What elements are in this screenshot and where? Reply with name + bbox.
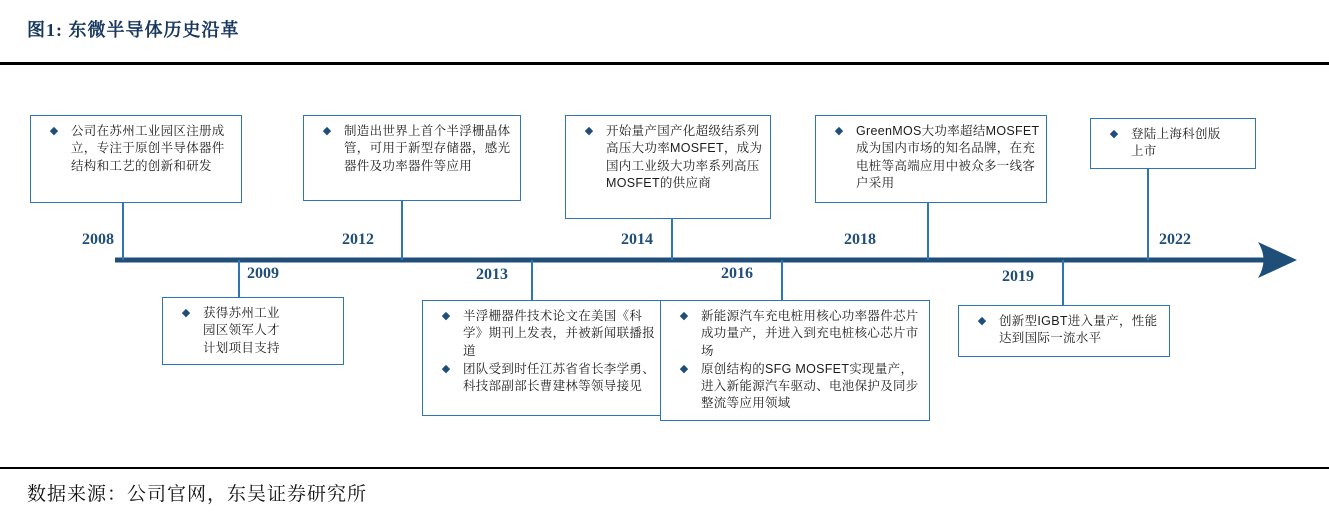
diamond-bullet-icon: ◆ bbox=[181, 307, 191, 319]
event-text-2016-2: 原创结构的SFG MOSFET实现量产，进入新能源汽车驱动、电池保护及同步整流等应用领域 bbox=[701, 361, 919, 411]
event-item bbox=[1097, 126, 1249, 161]
connector-2018 bbox=[927, 203, 929, 260]
event-box-2013 bbox=[422, 300, 668, 416]
event-text-2008: 公司在苏州工业园区注册成立，专注于原创半导体器件结构和工艺的创新和研发 bbox=[71, 124, 225, 173]
year-label-2012: 2012 bbox=[342, 231, 374, 248]
diamond-bullet-icon: ◆ bbox=[441, 362, 451, 375]
year-label-2013: 2013 bbox=[476, 266, 508, 283]
diamond-bullet-icon: ◆ bbox=[1109, 128, 1119, 140]
event-item bbox=[429, 308, 661, 360]
connector-2012 bbox=[401, 201, 403, 260]
title-divider bbox=[0, 62, 1329, 65]
source-divider bbox=[0, 467, 1329, 469]
event-box-2012 bbox=[303, 115, 521, 201]
event-item bbox=[310, 123, 514, 175]
event-text-2013-2: 团队受到时任江苏省省长李学勇、科技部副部长曹建林等领导接见 bbox=[463, 361, 656, 393]
connector-2008 bbox=[122, 203, 124, 260]
diamond-bullet-icon: ◆ bbox=[977, 315, 987, 327]
event-text-2013-1: 半浮栅器件技术论文在美国《科学》期刊上发表，并被新闻联播报道 bbox=[463, 309, 656, 358]
event-item bbox=[667, 361, 923, 413]
event-text-2022: 登陆上海科创版上市 bbox=[1131, 127, 1221, 159]
event-text-2009: 获得苏州工业园区领军人才计划项目支持 bbox=[203, 306, 280, 355]
event-text-2012: 制造出世界上首个半浮栅晶体管，可用于新型存储器，感光器件及功率器件等应用 bbox=[344, 124, 511, 173]
year-label-2019: 2019 bbox=[1002, 268, 1034, 285]
year-label-2008: 2008 bbox=[82, 231, 114, 248]
year-label-2022: 2022 bbox=[1159, 231, 1191, 248]
event-text-2018: GreenMOS大功率超结MOSFET成为国内市场的知名品牌，在充电桩等高端应用中被众多一线客户采用 bbox=[856, 124, 1040, 190]
connector-2016 bbox=[781, 260, 783, 300]
event-text-2019: 创新型IGBT进入量产，性能达到国际一流水平 bbox=[999, 314, 1158, 346]
connector-2013 bbox=[531, 260, 533, 300]
diamond-bullet-icon: ◆ bbox=[834, 125, 844, 137]
event-box-2016 bbox=[660, 300, 930, 421]
connector-2009 bbox=[238, 260, 240, 297]
connector-2019 bbox=[1062, 260, 1064, 305]
diamond-bullet-icon: ◆ bbox=[441, 310, 451, 322]
diamond-bullet-icon: ◆ bbox=[584, 125, 594, 137]
diamond-bullet-icon: ◆ bbox=[679, 362, 689, 375]
event-item bbox=[965, 313, 1163, 348]
year-label-2018: 2018 bbox=[844, 231, 876, 248]
event-box-2008 bbox=[30, 115, 242, 203]
timeline-canvas bbox=[0, 70, 1329, 465]
event-item bbox=[37, 123, 235, 175]
figure-title: 图1: 东微半导体历史沿革 bbox=[27, 20, 240, 40]
event-item bbox=[429, 361, 661, 396]
event-box-2009 bbox=[162, 297, 344, 365]
connector-2022 bbox=[1147, 166, 1149, 260]
source-note: 数据来源：公司官网，东吴证券研究所 bbox=[27, 484, 368, 505]
event-box-2018 bbox=[815, 115, 1047, 203]
event-box-2014 bbox=[565, 115, 771, 219]
diamond-bullet-icon: ◆ bbox=[679, 310, 689, 322]
event-item bbox=[822, 123, 1040, 192]
event-text-2016-1: 新能源汽车充电桩用核心功率器件芯片成功量产，并进入到充电桩核心芯片市场 bbox=[701, 309, 919, 358]
event-box-2019 bbox=[958, 305, 1170, 357]
connector-2014 bbox=[671, 219, 673, 260]
year-label-2016: 2016 bbox=[721, 265, 753, 282]
event-item bbox=[572, 123, 764, 192]
event-item bbox=[169, 305, 337, 357]
year-label-2009: 2009 bbox=[247, 265, 279, 282]
diamond-bullet-icon: ◆ bbox=[49, 125, 59, 137]
event-text-2014: 开始量产国产化超级结系列高压大功率MOSFET，成为国内工业级大功率系列高压MOSFET的供应商 bbox=[606, 124, 763, 190]
event-item bbox=[667, 308, 923, 360]
diamond-bullet-icon: ◆ bbox=[322, 125, 332, 137]
event-box-2022 bbox=[1090, 118, 1256, 169]
year-label-2014: 2014 bbox=[621, 231, 653, 248]
